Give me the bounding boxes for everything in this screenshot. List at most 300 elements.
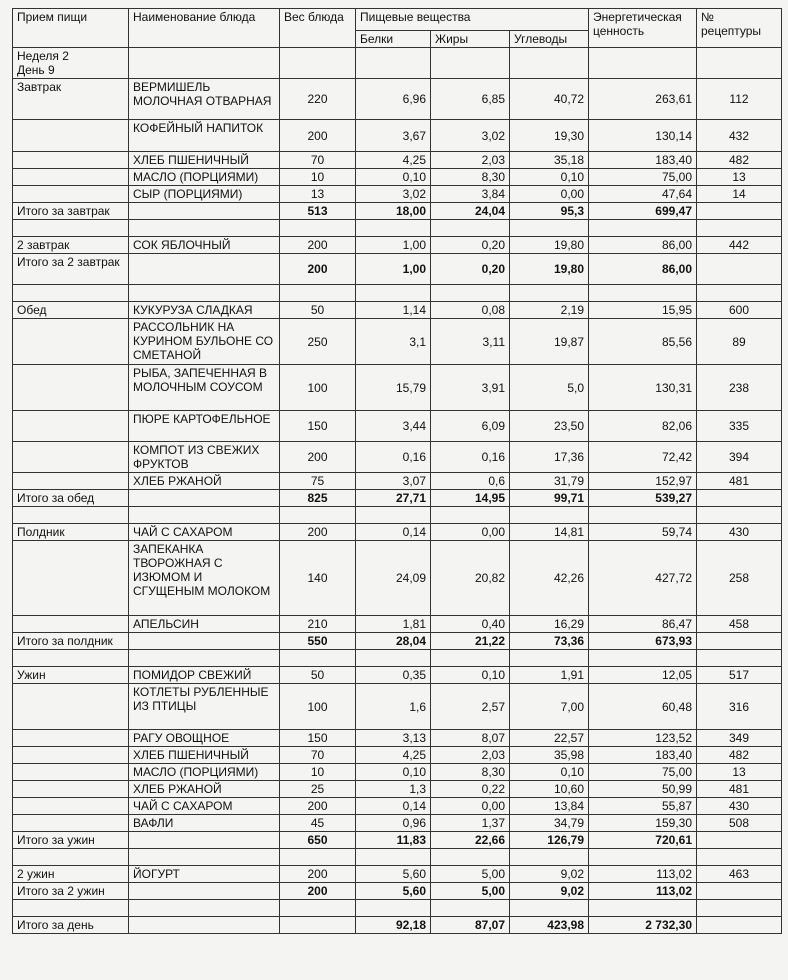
empty-cell bbox=[356, 48, 431, 79]
meal-label bbox=[13, 747, 129, 764]
dish-energy: 130,14 bbox=[589, 120, 697, 152]
total-carbs: 99,71 bbox=[510, 490, 589, 507]
empty-cell bbox=[13, 220, 129, 237]
total-fat: 22,66 bbox=[431, 832, 510, 849]
empty-cell bbox=[510, 48, 589, 79]
dish-protein: 0,10 bbox=[356, 764, 431, 781]
meal-label bbox=[13, 815, 129, 832]
total-label: Итого за 2 завтрак bbox=[13, 254, 129, 285]
empty-cell bbox=[280, 650, 356, 667]
dish-carbs: 9,02 bbox=[510, 866, 589, 883]
empty-cell bbox=[129, 254, 280, 285]
dish-energy: 123,52 bbox=[589, 730, 697, 747]
dish-recipe: 14 bbox=[697, 186, 782, 203]
total-fat: 21,22 bbox=[431, 633, 510, 650]
dish-row bbox=[13, 120, 782, 152]
total-protein: 1,00 bbox=[356, 254, 431, 285]
total-energy: 86,00 bbox=[589, 254, 697, 285]
total-energy: 113,02 bbox=[589, 883, 697, 900]
dish-recipe: 458 bbox=[697, 616, 782, 633]
empty-cell bbox=[280, 285, 356, 302]
total-weight: 200 bbox=[280, 883, 356, 900]
header-row bbox=[13, 9, 782, 31]
empty-cell bbox=[431, 507, 510, 524]
dish-fat: 3,91 bbox=[431, 365, 510, 411]
empty-cell bbox=[589, 507, 697, 524]
dish-fat: 0,00 bbox=[431, 524, 510, 541]
dish-weight: 200 bbox=[280, 237, 356, 254]
dish-protein: 3,02 bbox=[356, 186, 431, 203]
dish-recipe: 432 bbox=[697, 120, 782, 152]
dish-recipe: 112 bbox=[697, 79, 782, 120]
dish-carbs: 5,0 bbox=[510, 365, 589, 411]
dish-recipe: 335 bbox=[697, 411, 782, 442]
dish-recipe: 481 bbox=[697, 781, 782, 798]
empty-cell bbox=[129, 883, 280, 900]
dish-energy: 60,48 bbox=[589, 684, 697, 730]
meal-label: 2 ужин bbox=[13, 866, 129, 883]
dish-weight: 70 bbox=[280, 747, 356, 764]
dish-recipe: 481 bbox=[697, 473, 782, 490]
empty-cell bbox=[510, 285, 589, 302]
empty-cell bbox=[13, 650, 129, 667]
header-protein: Белки bbox=[356, 31, 431, 48]
empty-cell bbox=[697, 883, 782, 900]
meal-label bbox=[13, 684, 129, 730]
dish-name: ХЛЕБ ПШЕНИЧНЫЙ bbox=[129, 747, 280, 764]
empty-cell bbox=[129, 917, 280, 934]
total-protein: 18,00 bbox=[356, 203, 431, 220]
total-weight bbox=[280, 917, 356, 934]
dish-energy: 152,97 bbox=[589, 473, 697, 490]
total-label: Итого за ужин bbox=[13, 832, 129, 849]
dish-protein: 0,96 bbox=[356, 815, 431, 832]
dish-row bbox=[13, 302, 782, 319]
empty-cell bbox=[129, 832, 280, 849]
meal-label bbox=[13, 473, 129, 490]
empty-cell bbox=[697, 900, 782, 917]
dish-carbs: 19,80 bbox=[510, 237, 589, 254]
meal-label bbox=[13, 411, 129, 442]
dish-weight: 200 bbox=[280, 524, 356, 541]
dish-fat: 6,85 bbox=[431, 79, 510, 120]
dish-carbs: 42,26 bbox=[510, 541, 589, 616]
empty-cell bbox=[129, 48, 280, 79]
empty-cell bbox=[13, 849, 129, 866]
meal-label: Обед bbox=[13, 302, 129, 319]
total-energy: 539,27 bbox=[589, 490, 697, 507]
dish-protein: 0,16 bbox=[356, 442, 431, 473]
total-protein: 5,60 bbox=[356, 883, 431, 900]
empty-cell bbox=[280, 220, 356, 237]
dish-recipe: 394 bbox=[697, 442, 782, 473]
header-fat: Жиры bbox=[431, 31, 510, 48]
dish-name: РАГУ ОВОЩНОЕ bbox=[129, 730, 280, 747]
dish-fat: 0,16 bbox=[431, 442, 510, 473]
empty-cell bbox=[697, 254, 782, 285]
empty-cell bbox=[697, 48, 782, 79]
dish-carbs: 10,60 bbox=[510, 781, 589, 798]
dish-fat: 2,03 bbox=[431, 747, 510, 764]
dish-energy: 85,56 bbox=[589, 319, 697, 365]
dish-fat: 0,40 bbox=[431, 616, 510, 633]
dish-row bbox=[13, 747, 782, 764]
dish-name: СЫР (ПОРЦИЯМИ) bbox=[129, 186, 280, 203]
header-weight: Вес блюда bbox=[280, 9, 356, 48]
meal-label bbox=[13, 730, 129, 747]
dish-recipe: 600 bbox=[697, 302, 782, 319]
meal-label bbox=[13, 616, 129, 633]
total-weight: 200 bbox=[280, 254, 356, 285]
dish-protein: 1,6 bbox=[356, 684, 431, 730]
empty-cell bbox=[510, 507, 589, 524]
meal-label bbox=[13, 120, 129, 152]
dish-fat: 8,30 bbox=[431, 764, 510, 781]
spacer-row bbox=[13, 285, 782, 302]
empty-cell bbox=[129, 633, 280, 650]
dish-energy: 159,30 bbox=[589, 815, 697, 832]
dish-protein: 3,13 bbox=[356, 730, 431, 747]
dish-carbs: 35,18 bbox=[510, 152, 589, 169]
total-carbs: 95,3 bbox=[510, 203, 589, 220]
dish-fat: 3,11 bbox=[431, 319, 510, 365]
meal-label bbox=[13, 541, 129, 616]
dish-weight: 200 bbox=[280, 442, 356, 473]
week-day-row bbox=[13, 48, 782, 79]
dish-weight: 100 bbox=[280, 684, 356, 730]
empty-cell bbox=[697, 917, 782, 934]
empty-cell bbox=[697, 650, 782, 667]
total-carbs: 73,36 bbox=[510, 633, 589, 650]
spacer-row bbox=[13, 507, 782, 524]
total-row bbox=[13, 490, 782, 507]
dish-row bbox=[13, 798, 782, 815]
dish-energy: 12,05 bbox=[589, 667, 697, 684]
dish-name: ЗАПЕКАНКА ТВОРОЖНАЯ С ИЗЮМОМ И СГУЩЕНЫМ МОЛОКОМ bbox=[129, 541, 280, 616]
dish-weight: 10 bbox=[280, 169, 356, 186]
total-weight: 550 bbox=[280, 633, 356, 650]
dish-row bbox=[13, 79, 782, 120]
dish-weight: 25 bbox=[280, 781, 356, 798]
dish-recipe: 258 bbox=[697, 541, 782, 616]
week-day-label: Неделя 2 День 9 bbox=[13, 48, 129, 79]
meal-label: Завтрак bbox=[13, 79, 129, 120]
empty-cell bbox=[589, 220, 697, 237]
dish-fat: 8,07 bbox=[431, 730, 510, 747]
dish-weight: 200 bbox=[280, 866, 356, 883]
empty-cell bbox=[510, 220, 589, 237]
dish-energy: 86,47 bbox=[589, 616, 697, 633]
empty-cell bbox=[510, 849, 589, 866]
dish-weight: 150 bbox=[280, 730, 356, 747]
dish-carbs: 40,72 bbox=[510, 79, 589, 120]
dish-recipe: 463 bbox=[697, 866, 782, 883]
total-carbs: 19,80 bbox=[510, 254, 589, 285]
empty-cell bbox=[356, 650, 431, 667]
dish-carbs: 16,29 bbox=[510, 616, 589, 633]
total-carbs: 423,98 bbox=[510, 917, 589, 934]
dish-row bbox=[13, 764, 782, 781]
total-protein: 27,71 bbox=[356, 490, 431, 507]
spacer-row bbox=[13, 650, 782, 667]
dish-recipe: 430 bbox=[697, 524, 782, 541]
meal-label: 2 завтрак bbox=[13, 237, 129, 254]
empty-cell bbox=[697, 633, 782, 650]
dish-recipe: 482 bbox=[697, 152, 782, 169]
dish-fat: 5,00 bbox=[431, 866, 510, 883]
dish-carbs: 22,57 bbox=[510, 730, 589, 747]
empty-cell bbox=[280, 900, 356, 917]
total-weight: 650 bbox=[280, 832, 356, 849]
meal-label bbox=[13, 186, 129, 203]
dish-protein: 3,67 bbox=[356, 120, 431, 152]
meal-label bbox=[13, 152, 129, 169]
meal-label bbox=[13, 169, 129, 186]
total-label: Итого за день bbox=[13, 917, 129, 934]
dish-protein: 1,14 bbox=[356, 302, 431, 319]
dish-weight: 50 bbox=[280, 667, 356, 684]
empty-cell bbox=[589, 285, 697, 302]
dish-energy: 72,42 bbox=[589, 442, 697, 473]
empty-cell bbox=[13, 507, 129, 524]
dish-recipe: 349 bbox=[697, 730, 782, 747]
empty-cell bbox=[280, 849, 356, 866]
dish-carbs: 19,87 bbox=[510, 319, 589, 365]
header-carbs: Углеводы bbox=[510, 31, 589, 48]
dish-recipe: 13 bbox=[697, 169, 782, 186]
total-protein: 28,04 bbox=[356, 633, 431, 650]
empty-cell bbox=[589, 849, 697, 866]
empty-cell bbox=[431, 285, 510, 302]
dish-name: ХЛЕБ РЖАНОЙ bbox=[129, 473, 280, 490]
dish-weight: 70 bbox=[280, 152, 356, 169]
empty-cell bbox=[510, 900, 589, 917]
dish-fat: 20,82 bbox=[431, 541, 510, 616]
dish-protein: 1,81 bbox=[356, 616, 431, 633]
dish-carbs: 7,00 bbox=[510, 684, 589, 730]
dish-protein: 3,07 bbox=[356, 473, 431, 490]
empty-cell bbox=[697, 220, 782, 237]
dish-recipe: 482 bbox=[697, 747, 782, 764]
meal-label: Полдник bbox=[13, 524, 129, 541]
dish-recipe: 13 bbox=[697, 764, 782, 781]
dish-energy: 263,61 bbox=[589, 79, 697, 120]
dish-carbs: 0,10 bbox=[510, 764, 589, 781]
dish-name: ЙОГУРТ bbox=[129, 866, 280, 883]
dish-weight: 220 bbox=[280, 79, 356, 120]
empty-cell bbox=[510, 650, 589, 667]
empty-cell bbox=[356, 849, 431, 866]
dish-carbs: 2,19 bbox=[510, 302, 589, 319]
dish-energy: 50,99 bbox=[589, 781, 697, 798]
meal-label bbox=[13, 442, 129, 473]
dish-carbs: 0,00 bbox=[510, 186, 589, 203]
dish-energy: 75,00 bbox=[589, 169, 697, 186]
dish-energy: 130,31 bbox=[589, 365, 697, 411]
dish-name: КОМПОТ ИЗ СВЕЖИХ ФРУКТОВ bbox=[129, 442, 280, 473]
dish-weight: 50 bbox=[280, 302, 356, 319]
dish-row bbox=[13, 237, 782, 254]
total-row bbox=[13, 633, 782, 650]
dish-energy: 183,40 bbox=[589, 152, 697, 169]
dish-fat: 2,03 bbox=[431, 152, 510, 169]
empty-cell bbox=[356, 220, 431, 237]
empty-cell bbox=[129, 849, 280, 866]
dish-carbs: 19,30 bbox=[510, 120, 589, 152]
dish-fat: 0,20 bbox=[431, 237, 510, 254]
dish-row bbox=[13, 866, 782, 883]
dish-recipe: 430 bbox=[697, 798, 782, 815]
empty-cell bbox=[697, 203, 782, 220]
header-dish: Наименование блюда bbox=[129, 9, 280, 48]
meal-label bbox=[13, 365, 129, 411]
dish-weight: 10 bbox=[280, 764, 356, 781]
total-fat: 0,20 bbox=[431, 254, 510, 285]
spacer-row bbox=[13, 900, 782, 917]
dish-name: РЫБА, ЗАПЕЧЕННАЯ В МОЛОЧНЫМ СОУСОМ bbox=[129, 365, 280, 411]
total-carbs: 126,79 bbox=[510, 832, 589, 849]
dish-protein: 3,44 bbox=[356, 411, 431, 442]
dish-protein: 0,14 bbox=[356, 798, 431, 815]
dish-recipe: 316 bbox=[697, 684, 782, 730]
total-label: Итого за полдник bbox=[13, 633, 129, 650]
dish-energy: 86,00 bbox=[589, 237, 697, 254]
dish-protein: 4,25 bbox=[356, 747, 431, 764]
total-fat: 5,00 bbox=[431, 883, 510, 900]
dish-row bbox=[13, 815, 782, 832]
total-label: Итого за обед bbox=[13, 490, 129, 507]
dish-energy: 55,87 bbox=[589, 798, 697, 815]
empty-cell bbox=[589, 900, 697, 917]
dish-name: ЧАЙ С САХАРОМ bbox=[129, 524, 280, 541]
dish-fat: 0,00 bbox=[431, 798, 510, 815]
dish-weight: 13 bbox=[280, 186, 356, 203]
empty-cell bbox=[697, 832, 782, 849]
dish-protein: 6,96 bbox=[356, 79, 431, 120]
empty-cell bbox=[589, 650, 697, 667]
dish-carbs: 34,79 bbox=[510, 815, 589, 832]
dish-weight: 75 bbox=[280, 473, 356, 490]
total-protein: 11,83 bbox=[356, 832, 431, 849]
empty-cell bbox=[129, 220, 280, 237]
dish-protein: 15,79 bbox=[356, 365, 431, 411]
dish-row bbox=[13, 730, 782, 747]
empty-cell bbox=[280, 507, 356, 524]
dish-recipe: 442 bbox=[697, 237, 782, 254]
dish-fat: 0,08 bbox=[431, 302, 510, 319]
dish-name: КУКУРУЗА СЛАДКАЯ bbox=[129, 302, 280, 319]
dish-row bbox=[13, 616, 782, 633]
dish-energy: 82,06 bbox=[589, 411, 697, 442]
dish-protein: 5,60 bbox=[356, 866, 431, 883]
header-nutrients: Пищевые вещества bbox=[356, 9, 589, 31]
total-protein: 92,18 bbox=[356, 917, 431, 934]
dish-protein: 24,09 bbox=[356, 541, 431, 616]
total-fat: 24,04 bbox=[431, 203, 510, 220]
dish-energy: 47,64 bbox=[589, 186, 697, 203]
total-fat: 14,95 bbox=[431, 490, 510, 507]
dish-carbs: 13,84 bbox=[510, 798, 589, 815]
meal-label: Ужин bbox=[13, 667, 129, 684]
empty-cell bbox=[697, 507, 782, 524]
empty-cell bbox=[13, 900, 129, 917]
empty-cell bbox=[356, 900, 431, 917]
dish-name: РАССОЛЬНИК НА КУРИНОМ БУЛЬОНЕ СО СМЕТАНОЙ bbox=[129, 319, 280, 365]
meal-label bbox=[13, 319, 129, 365]
dish-weight: 100 bbox=[280, 365, 356, 411]
dish-name: ВАФЛИ bbox=[129, 815, 280, 832]
dish-carbs: 0,10 bbox=[510, 169, 589, 186]
dish-fat: 6,09 bbox=[431, 411, 510, 442]
empty-cell bbox=[129, 900, 280, 917]
dish-name: СОК ЯБЛОЧНЫЙ bbox=[129, 237, 280, 254]
dish-name: АПЕЛЬСИН bbox=[129, 616, 280, 633]
dish-energy: 183,40 bbox=[589, 747, 697, 764]
empty-cell bbox=[356, 507, 431, 524]
dish-carbs: 14,81 bbox=[510, 524, 589, 541]
dish-weight: 140 bbox=[280, 541, 356, 616]
dish-energy: 427,72 bbox=[589, 541, 697, 616]
meal-label bbox=[13, 781, 129, 798]
dish-name: КОТЛЕТЫ РУБЛЕННЫЕ ИЗ ПТИЦЫ bbox=[129, 684, 280, 730]
spacer-row bbox=[13, 849, 782, 866]
dish-protein: 0,35 bbox=[356, 667, 431, 684]
dish-row bbox=[13, 365, 782, 411]
empty-cell bbox=[697, 285, 782, 302]
total-energy: 673,93 bbox=[589, 633, 697, 650]
dish-row bbox=[13, 411, 782, 442]
dish-name: ХЛЕБ ПШЕНИЧНЫЙ bbox=[129, 152, 280, 169]
dish-name: ПОМИДОР СВЕЖИЙ bbox=[129, 667, 280, 684]
dish-row bbox=[13, 541, 782, 616]
dish-name: ХЛЕБ РЖАНОЙ bbox=[129, 781, 280, 798]
dish-fat: 2,57 bbox=[431, 684, 510, 730]
empty-cell bbox=[431, 900, 510, 917]
dish-carbs: 17,36 bbox=[510, 442, 589, 473]
dish-protein: 1,00 bbox=[356, 237, 431, 254]
dish-energy: 15,95 bbox=[589, 302, 697, 319]
dish-energy: 75,00 bbox=[589, 764, 697, 781]
dish-energy: 113,02 bbox=[589, 866, 697, 883]
total-row bbox=[13, 917, 782, 934]
meal-label bbox=[13, 764, 129, 781]
dish-weight: 45 bbox=[280, 815, 356, 832]
dish-fat: 0,6 bbox=[431, 473, 510, 490]
dish-protein: 0,14 bbox=[356, 524, 431, 541]
empty-cell bbox=[431, 220, 510, 237]
empty-cell bbox=[697, 849, 782, 866]
total-row bbox=[13, 254, 782, 285]
total-energy: 699,47 bbox=[589, 203, 697, 220]
total-row bbox=[13, 832, 782, 849]
menu-table bbox=[12, 8, 782, 934]
total-weight: 825 bbox=[280, 490, 356, 507]
total-energy: 2 732,30 bbox=[589, 917, 697, 934]
dish-carbs: 31,79 bbox=[510, 473, 589, 490]
empty-cell bbox=[280, 48, 356, 79]
total-energy: 720,61 bbox=[589, 832, 697, 849]
dish-fat: 3,02 bbox=[431, 120, 510, 152]
dish-name: ВЕРМИШЕЛЬ МОЛОЧНАЯ ОТВАРНАЯ bbox=[129, 79, 280, 120]
total-row bbox=[13, 883, 782, 900]
dish-fat: 3,84 bbox=[431, 186, 510, 203]
empty-cell bbox=[129, 507, 280, 524]
dish-weight: 150 bbox=[280, 411, 356, 442]
dish-name: МАСЛО (ПОРЦИЯМИ) bbox=[129, 169, 280, 186]
empty-cell bbox=[589, 48, 697, 79]
dish-energy: 59,74 bbox=[589, 524, 697, 541]
empty-cell bbox=[129, 203, 280, 220]
